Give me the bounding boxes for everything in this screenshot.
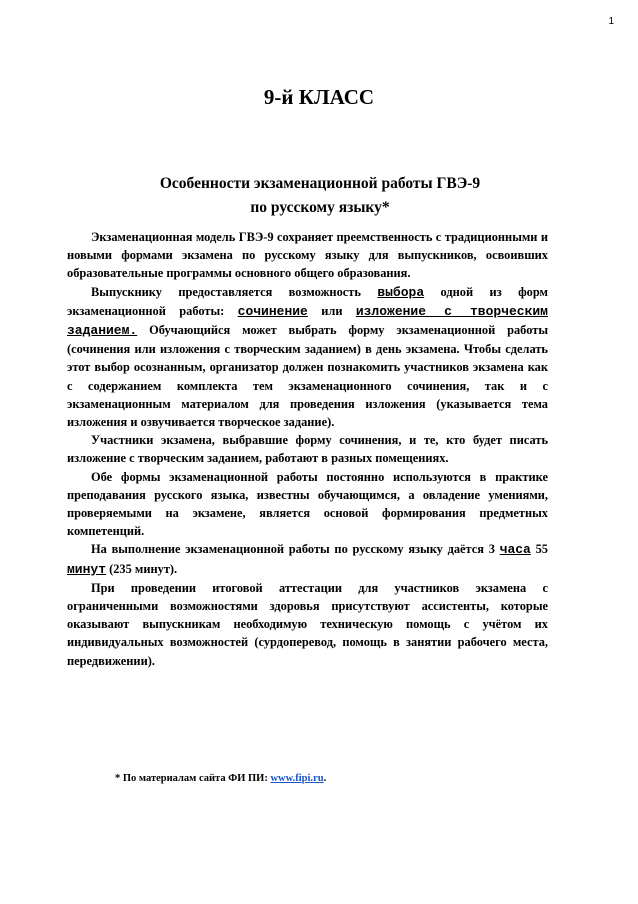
footnote-text: * По материалам сайта ФИ ПИ: — [115, 773, 271, 784]
paragraph-2-part-c: или — [307, 303, 356, 318]
paragraph-5-part-c: (235 минут). — [106, 561, 178, 576]
paragraph-4: Обе формы экзаменационной работы постоянно используются в практике преподавания русского языка, известны обучающимся, а овладение умениями, проверяемыми на экзамене, является основой формирования предметных компетенций. — [67, 469, 548, 539]
paragraph-2-part-d: Обучающийся может выбрать форму экзаменационной работы (сочинения или изложения с творческим заданием) в день экзамена. Чтобы сделать этот выбор осознанным, организатор должен познакомить участников экзамена как с содержанием комплекта тем экзаменационного сочинения, так и с экзаменационным материалом для проведения изложения (указывается тема изложения и озвучивается творческое задание). — [67, 323, 548, 430]
paragraph-2 — [67, 283, 548, 432]
subtitle — [60, 172, 580, 220]
subtitle-line-2: по русскому языку* — [250, 199, 390, 216]
footnote-link[interactable]: www.fipi.ru — [270, 773, 324, 784]
page-title: 9-й КЛАСС — [263, 85, 375, 109]
paragraph-2-part-a: Выпускнику предоставляется возможность — [91, 284, 378, 299]
minutes-term: минут — [67, 561, 107, 577]
paragraph-6: При проведении итоговой аттестации для участников экзамена с ограниченными возможностями здоровья присутствуют ассистенты, которые оказывают выпускникам необходимую техническую помощь с учётом их индивидуальных возможностей (сурдоперевод, помощь в занятии рабочего места, передвижении). — [67, 580, 548, 668]
hours-term: часа — [499, 542, 531, 558]
footnote-end: . — [323, 773, 327, 784]
page-number: 1 — [608, 16, 614, 27]
choice-term: выбора — [377, 284, 425, 300]
essay-term: сочинение — [237, 303, 308, 319]
paragraph-1: Экзаменационная модель ГВЭ-9 сохраняет преемственность с традиционными и новыми формами экзамена по русскому языку для выпускников, освоивших образовательные программы основного общего образования. — [67, 230, 548, 281]
subtitle-line-1: Особенности экзаменационной работы ГВЭ-9 — [159, 175, 481, 192]
paragraph-5-part-a: На выполнение экзаменационной работы по русскому языку даётся 3 — [91, 542, 500, 557]
summary-term: изложение с творческим заданием. — [67, 303, 548, 339]
paragraph-5 — [67, 540, 548, 578]
paragraph-3: Участники экзамена, выбравшие форму сочинения, и те, кто будет писать изложение с творческим заданием, работают в разных помещениях. — [67, 433, 548, 466]
footnote — [115, 773, 326, 784]
document-body — [67, 228, 548, 670]
paragraph-5-part-b: 55 — [530, 542, 548, 557]
paragraph-2-part-b: одной из форм экзаменационной работы: — [67, 284, 548, 318]
